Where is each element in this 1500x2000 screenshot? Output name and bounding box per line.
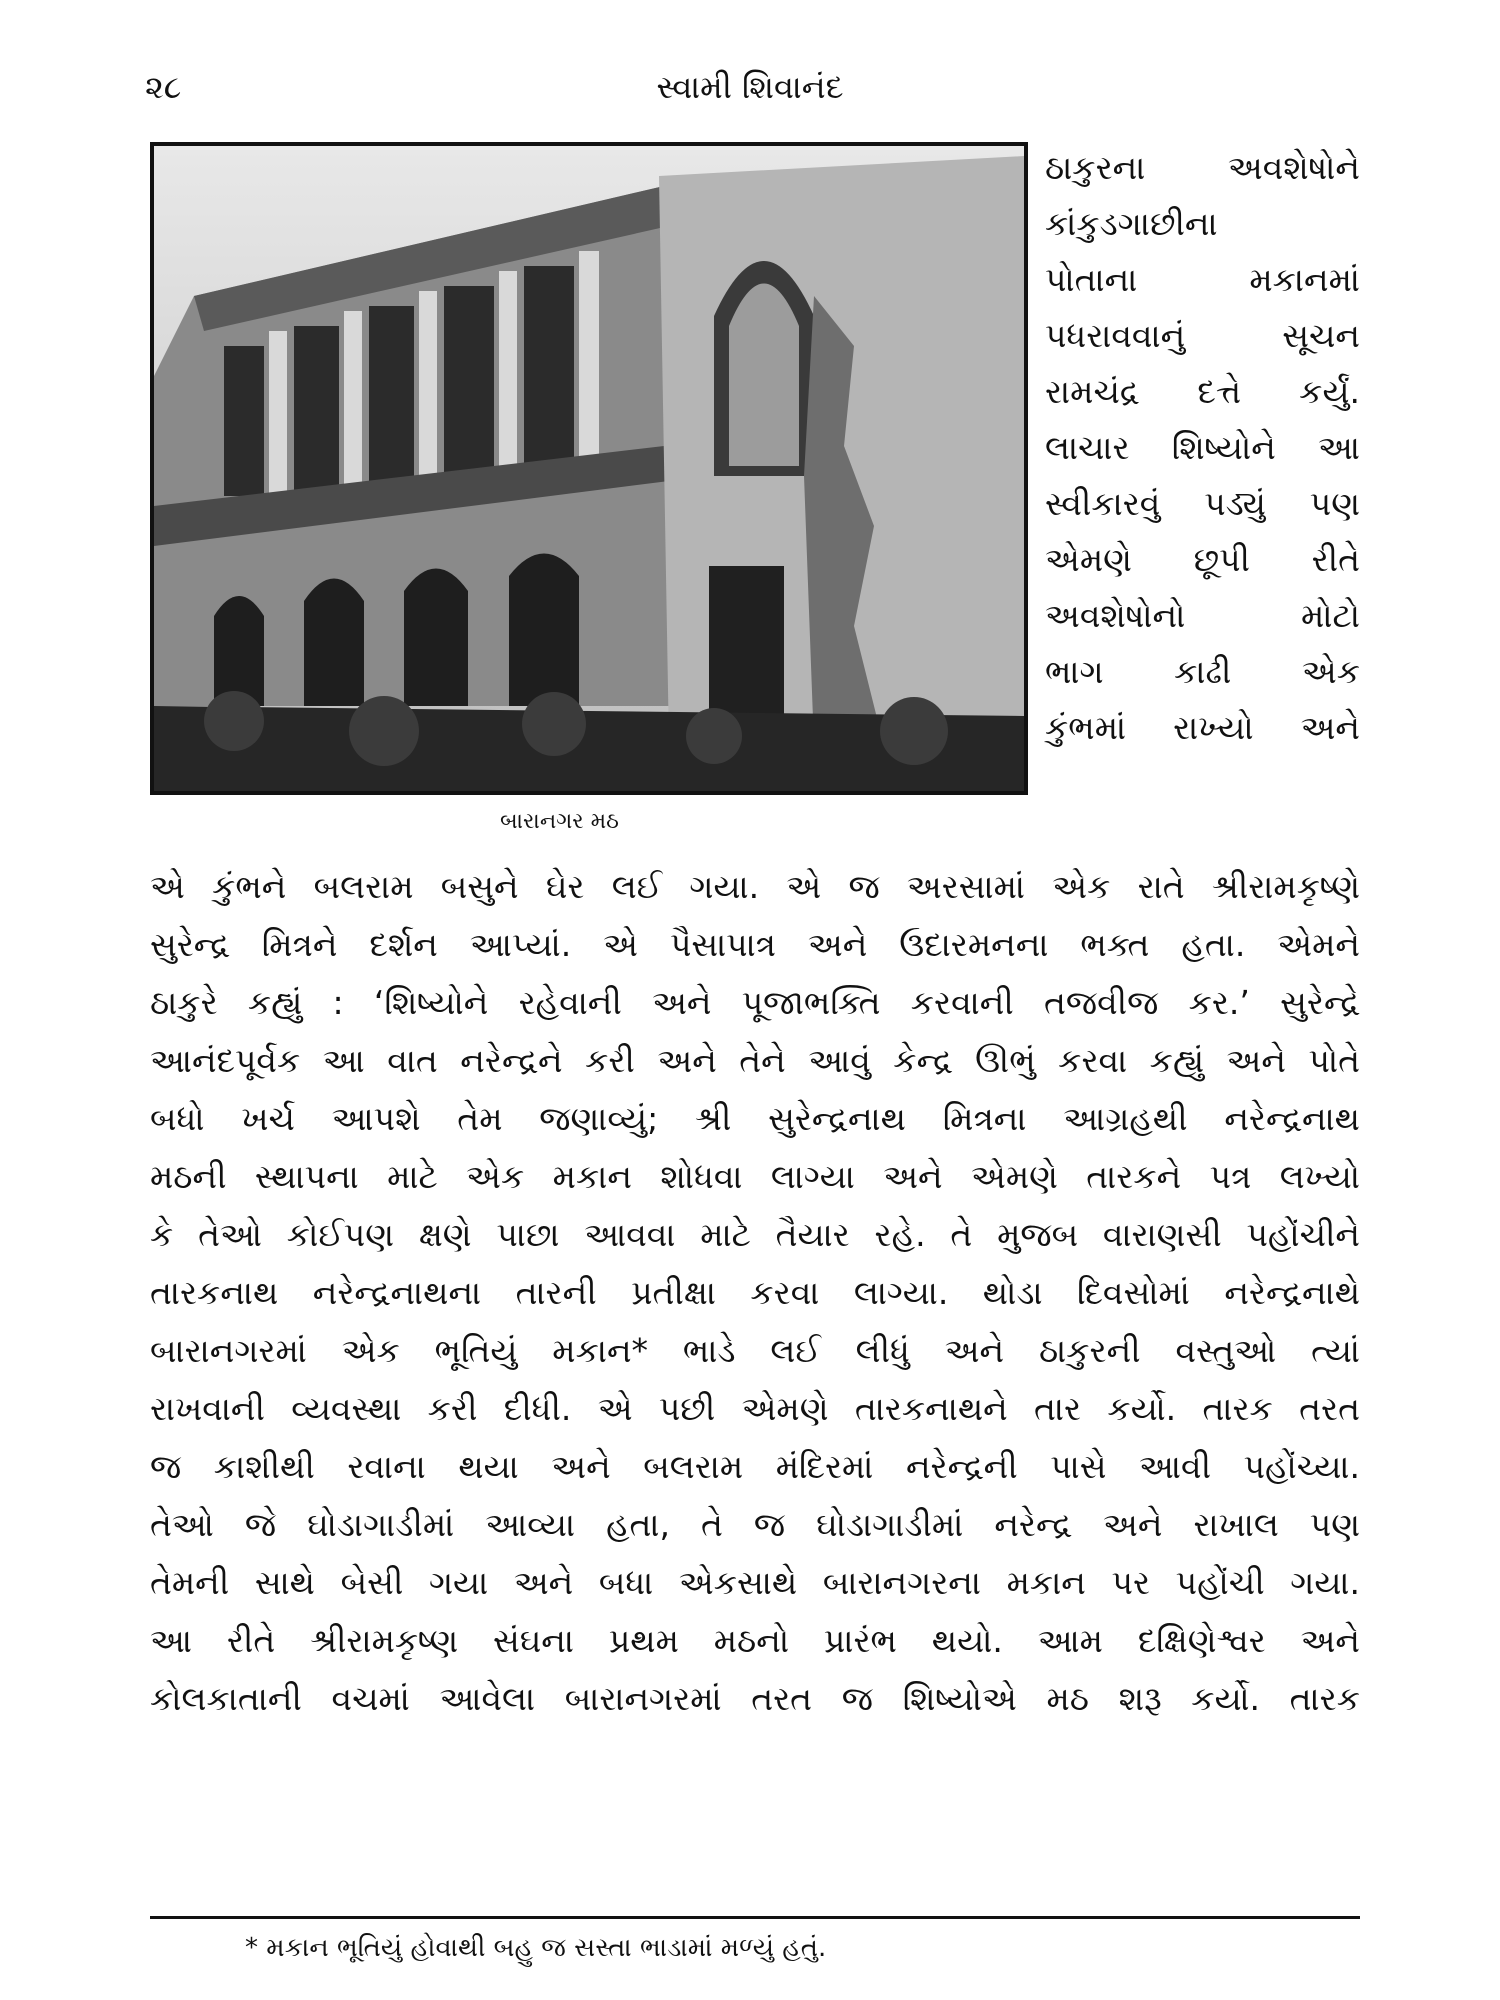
building-photo: [150, 142, 1028, 795]
text-line: સુરેન્દ્ર મિત્રને દર્શન આપ્યાં. એ પૈસાપાત્ર અને ઉદારમનના ભક્ત હતા. એમને: [150, 925, 1360, 964]
text-line: આ રીતે શ્રીરામકૃષ્ણ સંઘના પ્રથમ મઠનો પ્રારંભ થયો. આમ દક્ષિણેશ્વર અને: [150, 1621, 1360, 1660]
text-line: કે તેઓ કોઈપણ ક્ષણે પાછા આવવા માટે તૈયાર રહે. તે મુજબ વારાણસી પહોંચીને: [150, 1215, 1360, 1254]
running-title: સ્વામી શિવાનંદ: [656, 68, 844, 106]
text-line: તારકનાથ નરેન્દ્રનાથના તારની પ્રતીક્ષા કરવા લાગ્યા. થોડા દિવસોમાં નરેન્દ્રનાથે: [150, 1273, 1360, 1312]
text-line: ભાગ કાઢી એક: [1045, 652, 1360, 691]
text-line: ઠાકુરના અવશેષોને: [1045, 148, 1360, 187]
text-line: જ કાશીથી રવાના થયા અને બલરામ મંદિરમાં નરેન્દ્રની પાસે આવી પહોંચ્યા.: [150, 1447, 1360, 1486]
text-line: સ્વીકારવું પડ્યું પણ: [1045, 484, 1360, 523]
ruined-building-image: [154, 146, 1024, 791]
text-line: મઠની સ્થાપના માટે એક મકાન શોધવા લાગ્યા અને એમણે તારકને પત્ર લખ્યો: [150, 1157, 1360, 1196]
main-paragraph: [150, 858, 1360, 1728]
text-line: રાખવાની વ્યવસ્થા કરી દીધી. એ પછી એમણે તારકનાથને તાર કર્યો. તારક તરત: [150, 1389, 1360, 1428]
footnote: * મકાન ભૂતિયું હોવાથી બહુ જ સસ્તા ભાડામાં મળ્યું હતું.: [245, 1933, 827, 1963]
text-line: તેમની સાથે બેસી ગયા અને બધા એકસાથે બારાનગરના મકાન પર પહોંચી ગયા.: [150, 1563, 1360, 1602]
text-line: એ કુંભને બલરામ બસુને ઘેર લઈ ગયા. એ જ અરસામાં એક રાતે શ્રીરામકૃષ્ણે: [150, 867, 1360, 906]
text-line: બારાનગરમાં એક ભૂતિયું મકાન* ભાડે લઈ લીધું અને ઠાકુરની વસ્તુઓ ત્યાં: [150, 1331, 1360, 1370]
figure: [150, 142, 1028, 834]
footnote-divider: [150, 1916, 1360, 1919]
text-line: આનંદપૂર્વક આ વાત નરેન્દ્રને કરી અને તેને આવું કેન્દ્ર ઊભું કરવા કહ્યું અને પોતે: [150, 1041, 1360, 1080]
text-line: લાચાર શિષ્યોને આ: [1045, 428, 1360, 467]
text-line: કાંકુડગાછીના: [1045, 204, 1218, 243]
text-line: અવશેષોનો મોટો: [1045, 596, 1360, 635]
text-line: કોલકાતાની વચમાં આવેલા બારાનગરમાં તરત જ શિષ્યોએ મઠ શરૂ કર્યો. તારક: [150, 1679, 1360, 1718]
text-line: બધો ખર્ચ આપશે તેમ જણાવ્યું; શ્રી સુરેન્દ્રનાથ મિત્રના આગ્રહથી નરેન્દ્રનાથ: [150, 1099, 1360, 1138]
text-line: એમણે છૂપી રીતે: [1045, 540, 1360, 579]
text-line: પધરાવવાનું સૂચન: [1045, 316, 1360, 355]
text-line: તેઓ જે ઘોડાગાડીમાં આવ્યા હતા, તે જ ઘોડાગાડીમાં નરેન્દ્ર અને રાખાલ પણ: [150, 1505, 1360, 1544]
text-line: રામચંદ્ર દત્તે કર્યું.: [1045, 372, 1360, 411]
page-number: ૨૮: [145, 68, 182, 106]
page-header: [145, 62, 1355, 112]
text-line: કુંભમાં રાખ્યો અને: [1045, 708, 1360, 747]
side-paragraph: [1045, 140, 1360, 756]
text-line: ઠાકુરે કહ્યું : ‘શિષ્યોને રહેવાની અને પૂજાભક્તિ કરવાની તજવીજ કર.’ સુરેન્દ્રે: [150, 983, 1360, 1022]
figure-caption: બારાનગર મઠ: [500, 809, 619, 834]
text-line: પોતાના મકાનમાં: [1045, 260, 1360, 299]
